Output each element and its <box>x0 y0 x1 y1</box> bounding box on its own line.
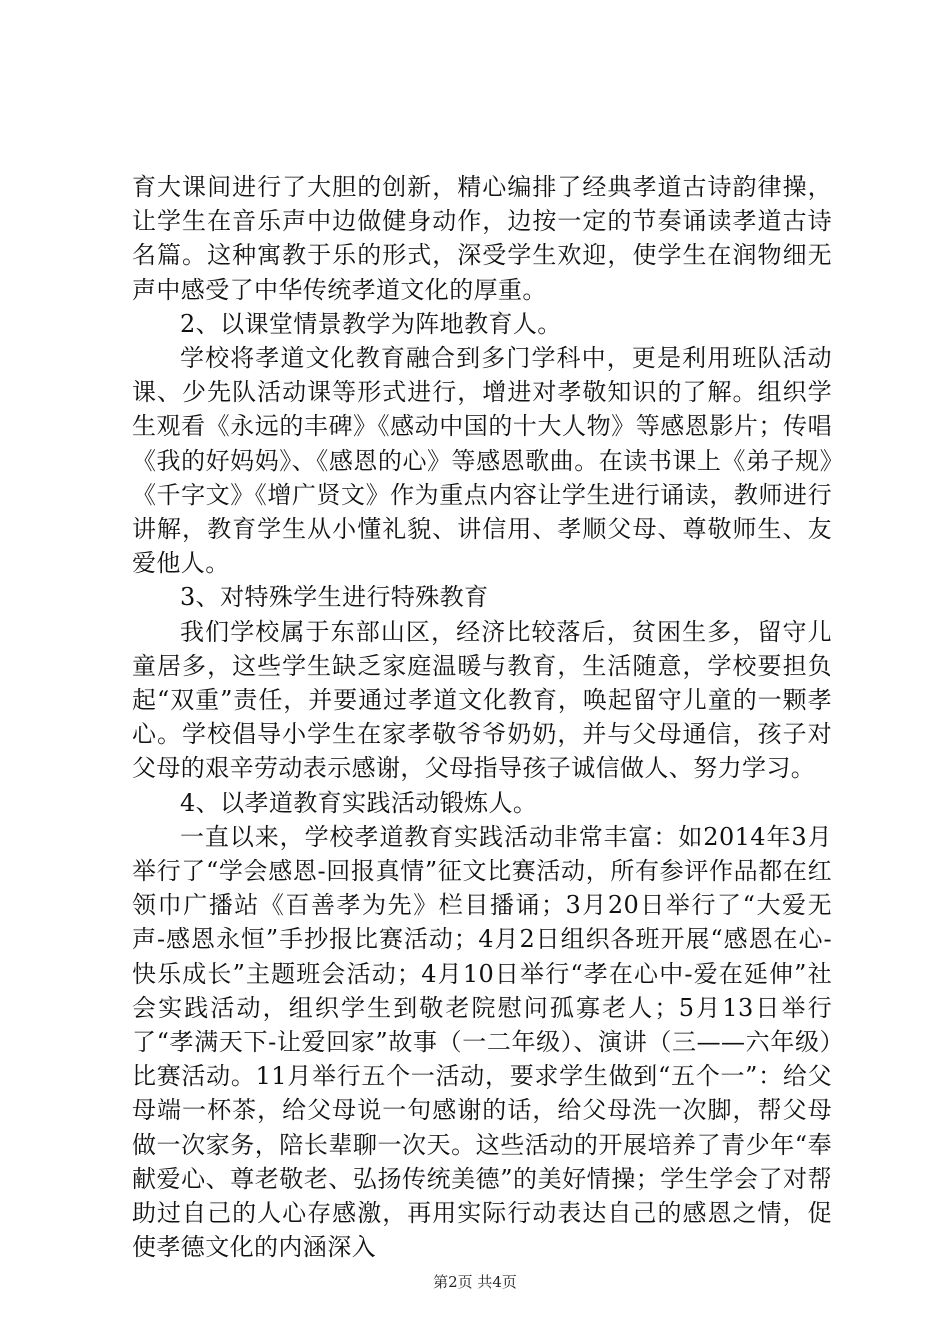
paragraph-special-education: 我们学校属于东部山区，经济比较落后，贫困生多，留守儿童居多，这些学生缺乏家庭温暖与教育，生活随意，学校要担负起“双重”责任，并要通过孝道文化教育，唤起留守儿童的一颗孝心。学校倡导小学生在家孝敬爷爷奶奶，并与父母通信，孩子对父母的艰辛劳动表示感谢，父母指导孩子诚信做人、努力学习。 <box>132 617 832 783</box>
section-heading-2: 2、以课堂情景教学为阵地教育人。 <box>180 309 562 338</box>
paragraph-classroom-teaching: 学校将孝道文化教育融合到多门学科中，更是利用班队活动课、少先队活动课等形式进行，增进对孝敬知识的了解。组织学生观看《永远的丰碑》《感动中国的十大人物》等感恩影片；传唱《我的好妈妈》、《感恩的心》等感恩歌曲。在读书课上《弟子规》《千字文》《增广贤文》作为重点内容让学生进行诵读，教师进行讲解，教育学生从小懂礼貌、讲信用、孝顺父母、尊敬师生、友爱他人。 <box>132 344 832 578</box>
document-body <box>132 170 832 1265</box>
paragraph-continuation: 育大课间进行了大胆的创新，精心编排了经典孝道古诗韵律操，让学生在音乐声中边做健身动作，边按一定的节奏诵读孝道古诗名篇。这种寓教于乐的形式，深受学生欢迎，使学生在润物细无声中感受了中华传统孝道文化的厚重。 <box>132 173 832 304</box>
page-number-footer: 第2页 共4页 <box>433 1273 517 1291</box>
section-heading-4: 4、以孝道教育实践活动锻炼人。 <box>180 788 538 817</box>
paragraph-practice-activities: 一直以来，学校孝道教育实践活动非常丰富：如2014年3月举行了“学会感恩-回报真情”征文比赛活动，所有参评作品都在红领巾广播站《百善孝为先》栏目播诵；3月20日举行了“大爱无声-感恩永恒”手抄报比赛活动；4月2日组织各班开展“感恩在心-快乐成长”主题班会活动；4月10日举行“孝在心中-爱在延伸”社会实践活动，组织学生到敬老院慰问孤寡老人；5月13日举行了“孝满天下-让爱回家”故事（一二年级）、演讲（三——六年级）比赛活动。11月举行五个一活动，要求学生做到“五个一”：给父母端一杯茶，给父母说一句感谢的话，给父母洗一次脚，帮父母做一次家务，陪长辈聊一次天。这些活动的开展培养了青少年“奉献爱心、尊老敬老、弘扬传统美德”的美好情操；学生学会了对帮助过自己的人心存感激，再用实际行动表达自己的感恩之情，促使孝德文化的内涵深入 <box>132 822 832 1262</box>
section-heading-3: 3、对特殊学生进行特殊教育 <box>180 583 489 612</box>
